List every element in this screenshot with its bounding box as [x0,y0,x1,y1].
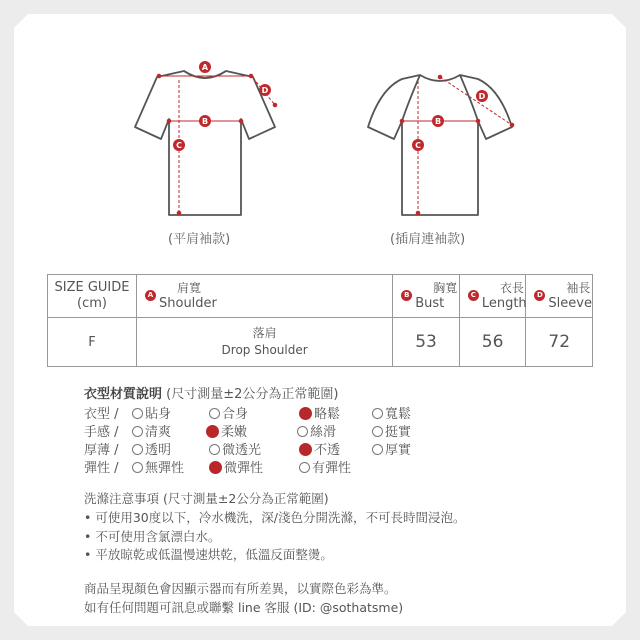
svg-text:C: C [176,141,182,150]
radio-selected-icon [299,443,312,456]
header-length: C 衣長 Length [459,275,526,318]
material-row-label: 厚薄 / [84,443,119,458]
material-option-label: 透明 [145,443,172,458]
marker-b [199,115,211,127]
material-option-label: 略鬆 [314,407,341,422]
material-row-label: 手感 / [84,425,119,440]
svg-text:A: A [201,63,209,72]
material-option-label: 有彈性 [312,461,352,476]
marker-b [432,115,444,127]
radio-empty-icon [299,462,310,473]
svg-text:B: B [201,117,209,126]
sleeve-value: 72 [526,318,593,367]
material-option-label: 無彈性 [145,461,185,476]
corner-notch [612,14,626,28]
radio-selected-icon [206,425,219,438]
material-option [209,439,261,458]
length-value: 56 [459,318,526,367]
radio-selected-icon [209,461,222,474]
material-option [372,421,411,440]
material-title: 衣型材質說明 (尺寸測量±2公分為正常範圍) [84,387,339,402]
material-option-label: 微彈性 [224,461,264,476]
material-row-label: 彈性 / [84,461,119,476]
material-option-label: 貼身 [145,407,172,422]
svg-text:D: D [261,86,269,95]
header-bust: B 胸寬 Bust [393,275,460,318]
size-value: F [48,318,137,367]
material-option [132,457,184,476]
shoulder-value: 落肩 Drop Shoulder [137,318,393,367]
header-shoulder: A 肩寬 Shoulder [137,275,393,318]
badge-c: C [468,290,479,301]
badge-d: D [534,290,545,301]
radio-empty-icon [132,426,143,437]
material-option-label: 不透 [314,443,341,458]
material-option-label: 挺實 [385,425,412,440]
material-option-label: 清爽 [145,425,172,440]
radio-selected-icon [299,407,312,420]
svg-text:C: C [415,141,421,150]
radio-empty-icon [132,444,143,455]
marker-a [199,61,211,73]
header-sleeve: D 袖長 Sleeve [526,275,593,318]
material-option [132,439,171,458]
material-option [209,403,248,422]
table-header-row [48,275,593,318]
radio-empty-icon [297,426,308,437]
radio-empty-icon [209,408,220,419]
raglan-caption: (插肩連袖款) [390,232,466,247]
radio-empty-icon [209,444,220,455]
bust-value: 53 [393,318,460,367]
material-option [297,421,336,440]
material-option-label: 合身 [222,407,249,422]
material-option-label: 厚實 [385,443,412,458]
material-option [299,439,340,458]
radio-empty-icon [372,444,383,455]
material-option-label: 柔嫩 [221,425,248,440]
footer-contact: 如有任何問題可訊息或聯繫 line 客服 (ID: @sothatsme) [84,600,404,615]
material-row-label: 衣型 / [84,407,119,422]
material-option [372,403,411,422]
material-option [299,403,340,422]
badge-a: A [145,290,156,301]
marker-d [259,84,271,96]
radio-empty-icon [132,462,143,473]
size-guide-corner: SIZE GUIDE (cm) [48,275,137,318]
radio-empty-icon [372,426,383,437]
care-item: • 可使用30度以下，冷水機洗，深/淺色分開洗滌，不可長時間浸泡。 [84,510,466,525]
radio-empty-icon [132,408,143,419]
material-option [132,421,171,440]
corner-notch [14,14,28,28]
care-item: • 平放晾乾或低溫慢速烘乾，低溫反面整燙。 [84,547,333,562]
raglan-shirt-diagram [360,55,520,225]
care-title: 洗滌注意事項 (尺寸測量±2公分為正常範圍) [84,491,329,506]
material-option [372,439,411,458]
corner-notch [612,612,626,626]
corner-notch [14,612,28,626]
care-item: • 不可使用含氯漂白水。 [84,529,221,544]
material-option [209,457,263,476]
table-row [48,318,593,367]
size-guide-table [47,274,593,367]
material-option [132,403,171,422]
material-option-label: 寬鬆 [385,407,412,422]
svg-text:D: D [478,92,486,101]
drop-shoulder-shirt-diagram [125,55,285,225]
material-option [299,457,351,476]
drop-shoulder-caption: (平肩袖款) [168,232,231,247]
material-option-label: 絲滑 [310,425,337,440]
marker-d [476,90,488,102]
material-option-label: 微透光 [222,443,262,458]
radio-empty-icon [372,408,383,419]
badge-b: B [401,290,412,301]
footer-disclaimer: 商品呈現顏色會因顯示器而有所差異，以實際色彩為準。 [84,581,397,596]
marker-c [173,139,185,151]
marker-c [412,139,424,151]
material-option [206,421,247,440]
svg-text:B: B [434,117,442,126]
